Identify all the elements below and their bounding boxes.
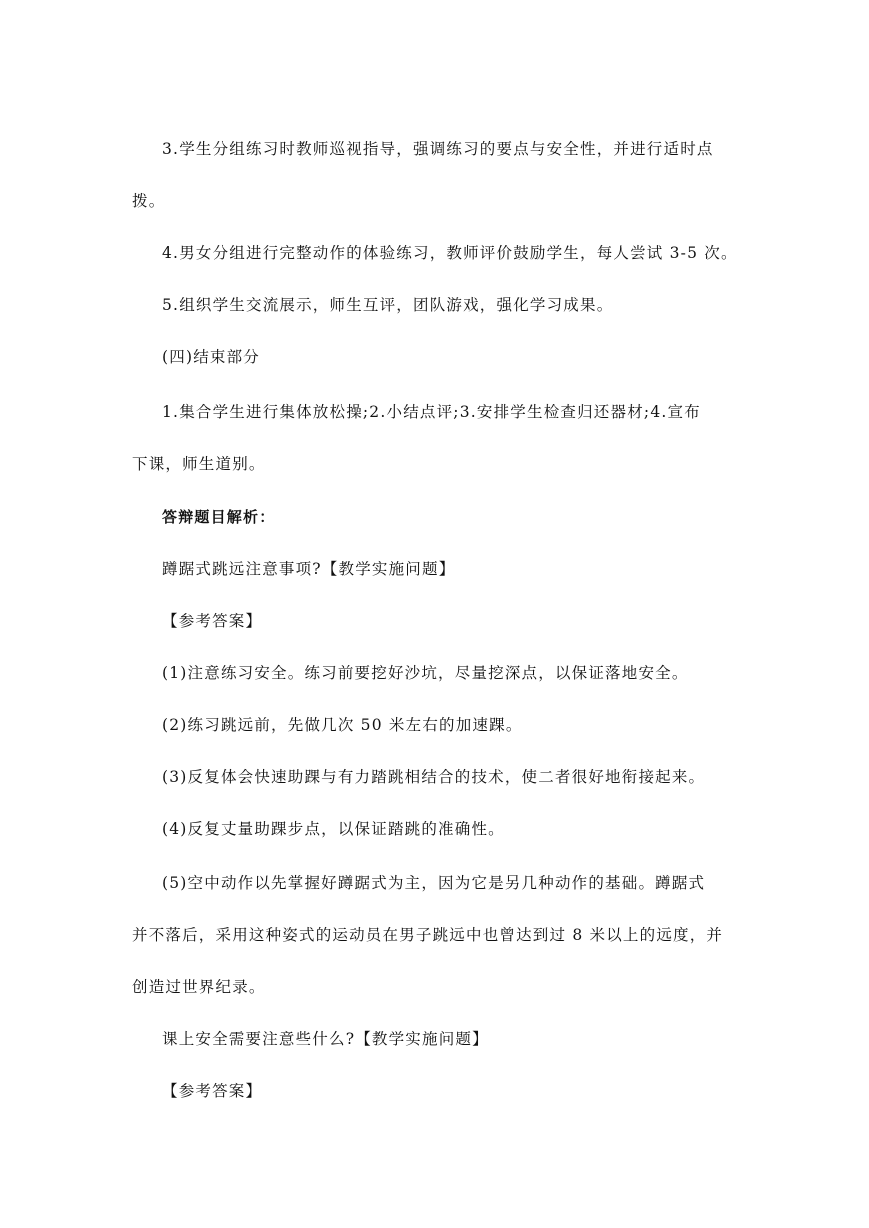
answer-label-1: 【参考答案】: [162, 612, 263, 630]
end-steps-line-2: 下课，师生道别。: [132, 455, 266, 473]
answer-label-2: 【参考答案】: [162, 1082, 263, 1100]
answer-1-item-4: (4)反复丈量助踝步点，以保证踏跳的准确性。: [162, 820, 505, 838]
question-2: 课上安全需要注意些什么?【教学实施问题】: [162, 1030, 489, 1048]
answer-1-item-5-line-2: 并不落后，采用这种姿式的运动员在男子跳远中也曾达到过 8 米以上的远度，并: [132, 926, 724, 944]
answer-1-item-5-line-1: (5)空中动作以先掌握好蹲踞式为主，因为它是另几种动作的基础。蹲踞式: [162, 874, 706, 892]
answer-1-item-2: (2)练习跳远前，先做几次 50 米左右的加速踝。: [162, 716, 523, 734]
analysis-heading: 答辩题目解析：: [162, 508, 276, 526]
section-heading-end: (四)结束部分: [162, 348, 260, 366]
question-1: 蹲踞式跳远注意事项?【教学实施问题】: [162, 560, 456, 578]
answer-1-item-3: (3)反复体会快速助踝与有力踏跳相结合的技术，使二者很好地衔接起来。: [162, 768, 706, 786]
answer-1-item-1: (1)注意练习安全。练习前要挖好沙坑，尽量挖深点，以保证落地安全。: [162, 664, 689, 682]
step-3-line-1: 3.学生分组练习时教师巡视指导，强调练习的要点与安全性，并进行适时点: [162, 140, 714, 158]
answer-1-item-5-line-3: 创造过世界纪录。: [132, 978, 266, 996]
step-5: 5.组织学生交流展示，师生互评，团队游戏，强化学习成果。: [162, 296, 614, 314]
step-4: 4.男女分组进行完整动作的体验练习，教师评价鼓励学生，每人尝试 3-5 次。: [162, 244, 738, 262]
step-3-line-2: 拨。: [132, 192, 166, 210]
end-steps-line-1: 1.集合学生进行集体放松操;2.小结点评;3.安排学生检查归还器材;4.宣布: [162, 403, 701, 421]
